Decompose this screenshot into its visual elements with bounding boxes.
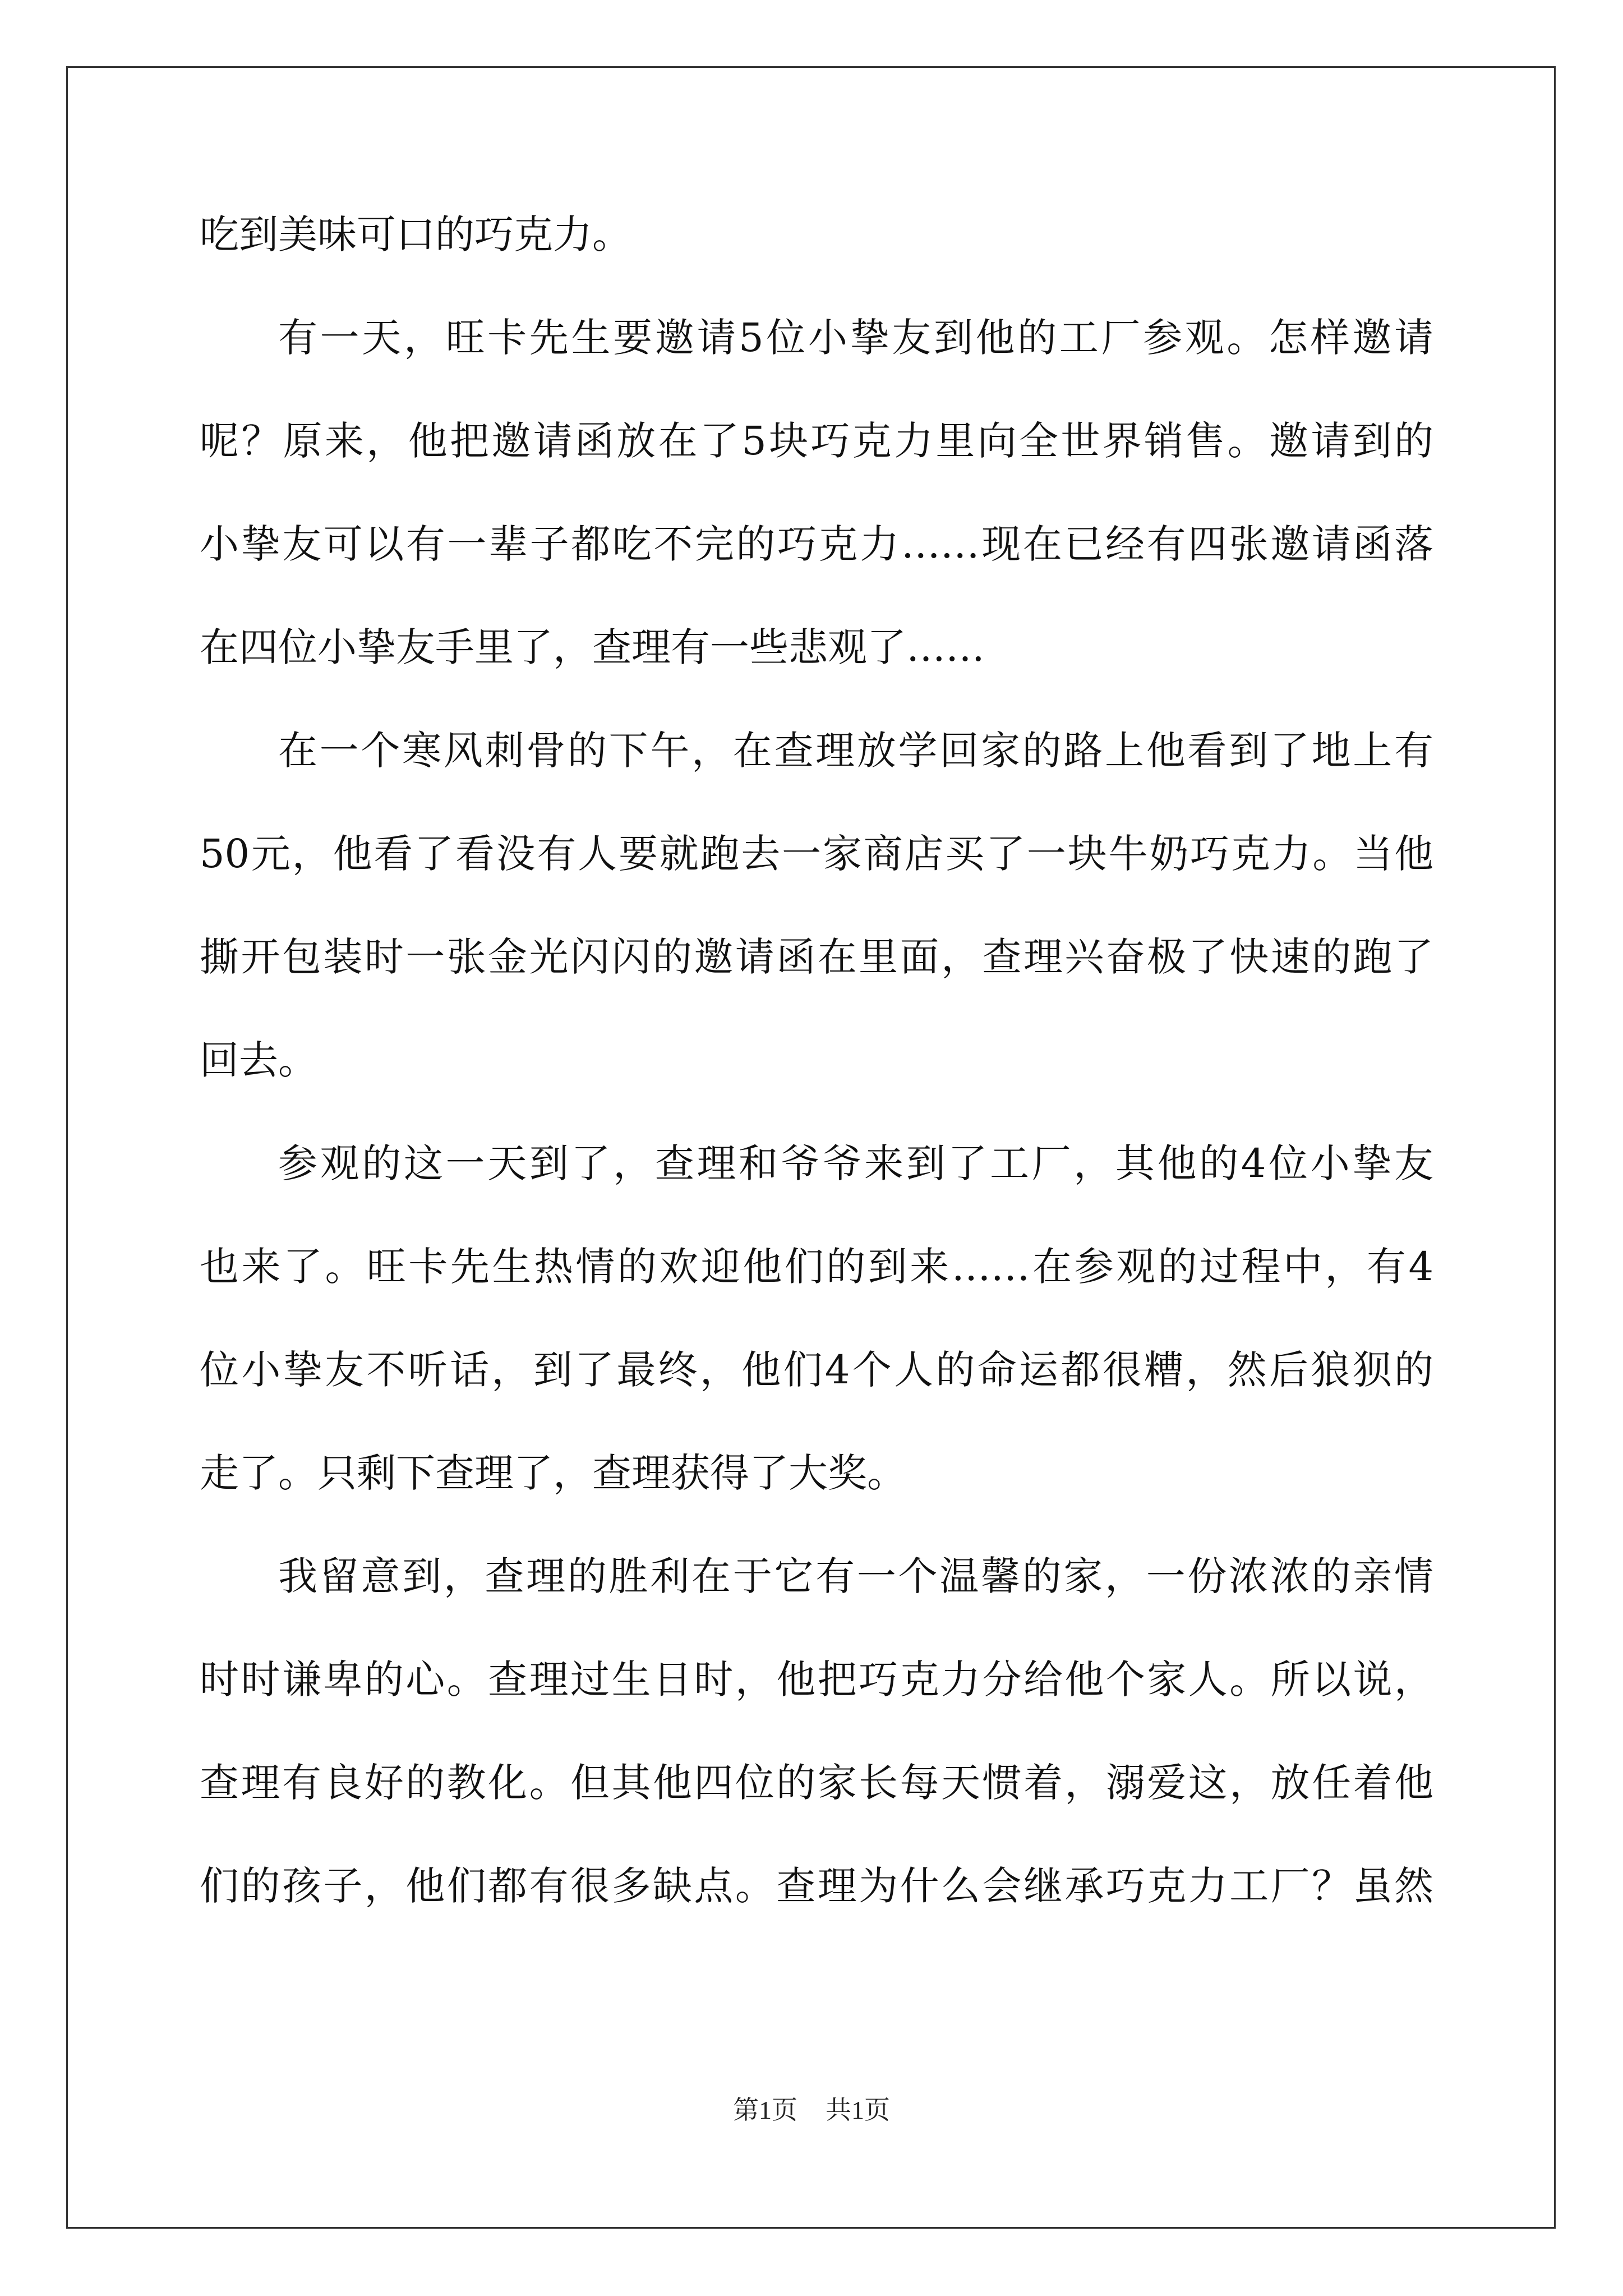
text-line: 也来了。旺卡先生热情的欢迎他们的到来……在参观的过程中，有4 bbox=[200, 1244, 1433, 1290]
page-number: 第1页 bbox=[733, 2096, 797, 2124]
text-line: 走了。只剩下查理了，查理获得了大奖。 bbox=[200, 1450, 906, 1496]
text-line: 撕开包装时一张金光闪闪的邀请函在里面，查理兴奋极了快速的跑了 bbox=[200, 934, 1433, 980]
paragraph-first-line: 我留意到，查理的胜利在于它有一个温馨的家，一份浓浓的亲情 bbox=[278, 1553, 1433, 1599]
text-line: 吃到美味可口的巧克力。 bbox=[200, 211, 631, 257]
text-line: 回去。 bbox=[200, 1037, 317, 1083]
text-line: 50元，他看了看没有人要就跑去一家商店买了一块牛奶巧克力。当他 bbox=[200, 831, 1433, 877]
text-line: 在四位小挚友手里了，查理有一些悲观了…… bbox=[200, 624, 985, 670]
text-line: 们的孩子，他们都有很多缺点。查理为什么会继承巧克力工厂？虽然 bbox=[200, 1863, 1433, 1909]
page-footer bbox=[0, 2093, 1623, 2127]
paragraph-first-line: 参观的这一天到了，查理和爷爷来到了工厂，其他的4位小挚友 bbox=[278, 1140, 1433, 1186]
text-line: 位小挚友不听话，到了最终，他们4个人的命运都很糟，然后狼狈的 bbox=[200, 1347, 1433, 1393]
paragraph-first-line: 有一天，旺卡先生要邀请5位小挚友到他的工厂参观。怎样邀请 bbox=[278, 315, 1433, 361]
text-line: 查理有良好的教化。但其他四位的家长每天惯着，溺爱这，放任着他 bbox=[200, 1760, 1433, 1806]
paragraph-first-line: 在一个寒风刺骨的下午，在查理放学回家的路上他看到了地上有 bbox=[278, 728, 1433, 774]
text-line: 时时谦卑的心。查理过生日时，他把巧克力分给他个家人。所以说， bbox=[200, 1657, 1433, 1703]
text-line: 小挚友可以有一辈子都吃不完的巧克力……现在已经有四张邀请函落 bbox=[200, 521, 1433, 567]
text-line: 呢？原来，他把邀请函放在了5块巧克力里向全世界销售。邀请到的 bbox=[200, 418, 1433, 464]
page-total: 共1页 bbox=[826, 2096, 890, 2124]
